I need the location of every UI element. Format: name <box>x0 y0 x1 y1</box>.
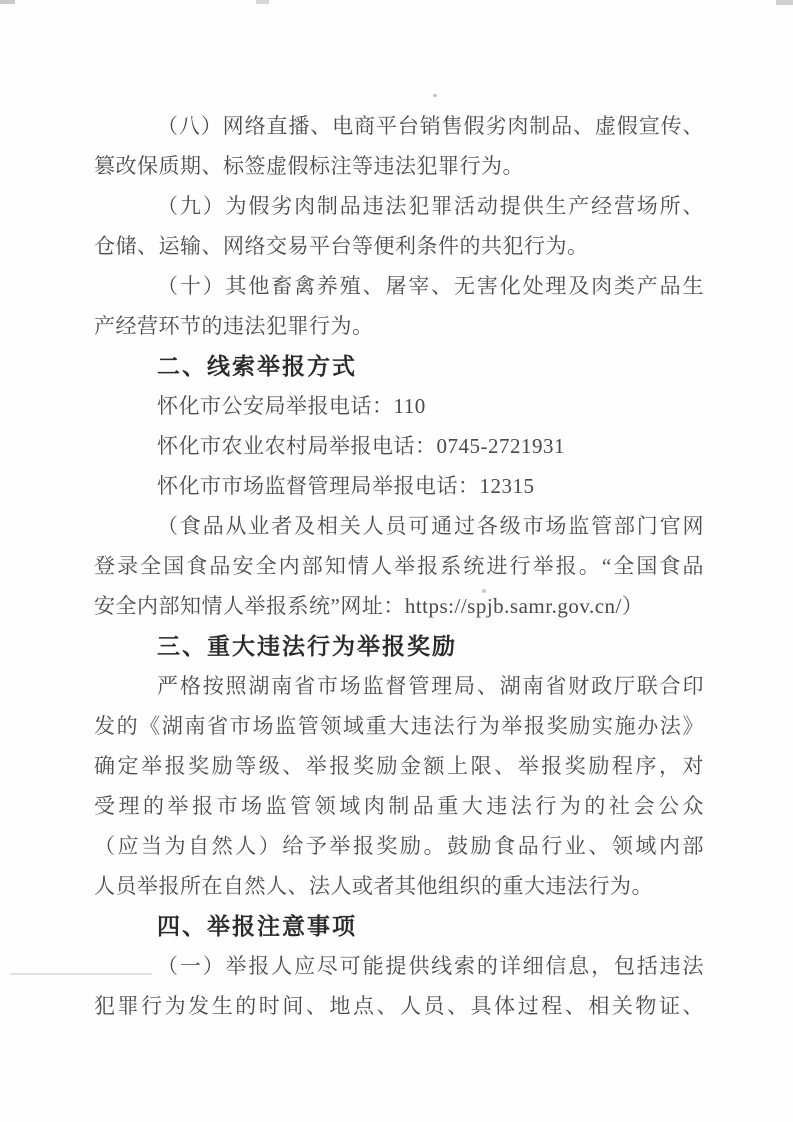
scan-speck <box>433 94 437 97</box>
hotline-market-regulation: 怀化市市场监督管理局举报电话：12315 <box>157 474 535 498</box>
item-10-line-1: （十）其他畜禽养殖、屠宰、无害化处理及肉类产品生 <box>157 274 704 298</box>
item-8-line-1: （八）网络直播、电商平台销售假劣肉制品、虚假宣传、 <box>157 114 704 138</box>
hotline-agriculture: 怀化市农业农村局举报电话：0745-2721931 <box>157 434 565 458</box>
reward-line-4: 受理的举报市场监管领域肉制品重大违法行为的社会公众 <box>94 794 704 818</box>
reward-line-6: 人员举报所在自然人、法人或者其他组织的重大违法行为。 <box>94 874 653 898</box>
section-heading-2: 二、线索举报方式 <box>157 353 357 379</box>
latin-text: 110 <box>393 394 426 418</box>
latin-text: 12315 <box>479 474 535 498</box>
reward-line-5: （应当为自然人）给予举报奖励。鼓励食品行业、领域内部 <box>94 834 704 858</box>
scan-smudge <box>0 0 15 4</box>
document-body <box>94 106 704 1026</box>
latin-text: 0745-2721931 <box>436 434 565 458</box>
section-heading-4: 四、举报注意事项 <box>157 913 357 939</box>
scan-smudge <box>776 0 793 5</box>
reward-line-3: 确定举报奖励等级、举报奖励金额上限、举报奖励程序，对 <box>94 754 704 778</box>
note-line-1: （食品从业者及相关人员可通过各级市场监管部门官网 <box>157 514 704 538</box>
item-9-line-1: （九）为假劣肉制品违法犯罪活动提供生产经营场所、 <box>157 194 704 218</box>
item-9-line-2: 仓储、运输、网络交易平台等便利条件的共犯行为。 <box>94 234 589 258</box>
note-line-2: 登录全国食品安全内部知情人举报系统进行举报。“全国食品 <box>94 554 704 578</box>
reward-line-2: 发的《湖南省市场监管领域重大违法行为举报奖励实施办法》 <box>94 714 704 738</box>
reward-line-1: 严格按照湖南省市场监督管理局、湖南省财政厅联合印 <box>157 674 704 698</box>
section-heading-3: 三、重大违法行为举报奖励 <box>157 633 457 659</box>
system-url-line: 安全内部知情人举报系统”网址：https://spjb.samr.gov.cn/） <box>94 594 644 618</box>
item-10-line-2: 产经营环节的违法犯罪行为。 <box>94 314 374 338</box>
notice-line-2: 犯罪行为发生的时间、地点、人员、具体过程、相关物证、 <box>94 994 704 1018</box>
item-8-line-2: 篡改保质期、标签虚假标注等违法犯罪行为。 <box>94 154 524 178</box>
notice-line-1: （一）举报人应尽可能提供线索的详细信息，包括违法 <box>157 954 704 978</box>
latin-text: https://spjb.samr.gov.cn/ <box>404 594 622 618</box>
hotline-public-security: 怀化市公安局举报电话：110 <box>157 394 426 418</box>
scan-smudge <box>256 0 269 4</box>
